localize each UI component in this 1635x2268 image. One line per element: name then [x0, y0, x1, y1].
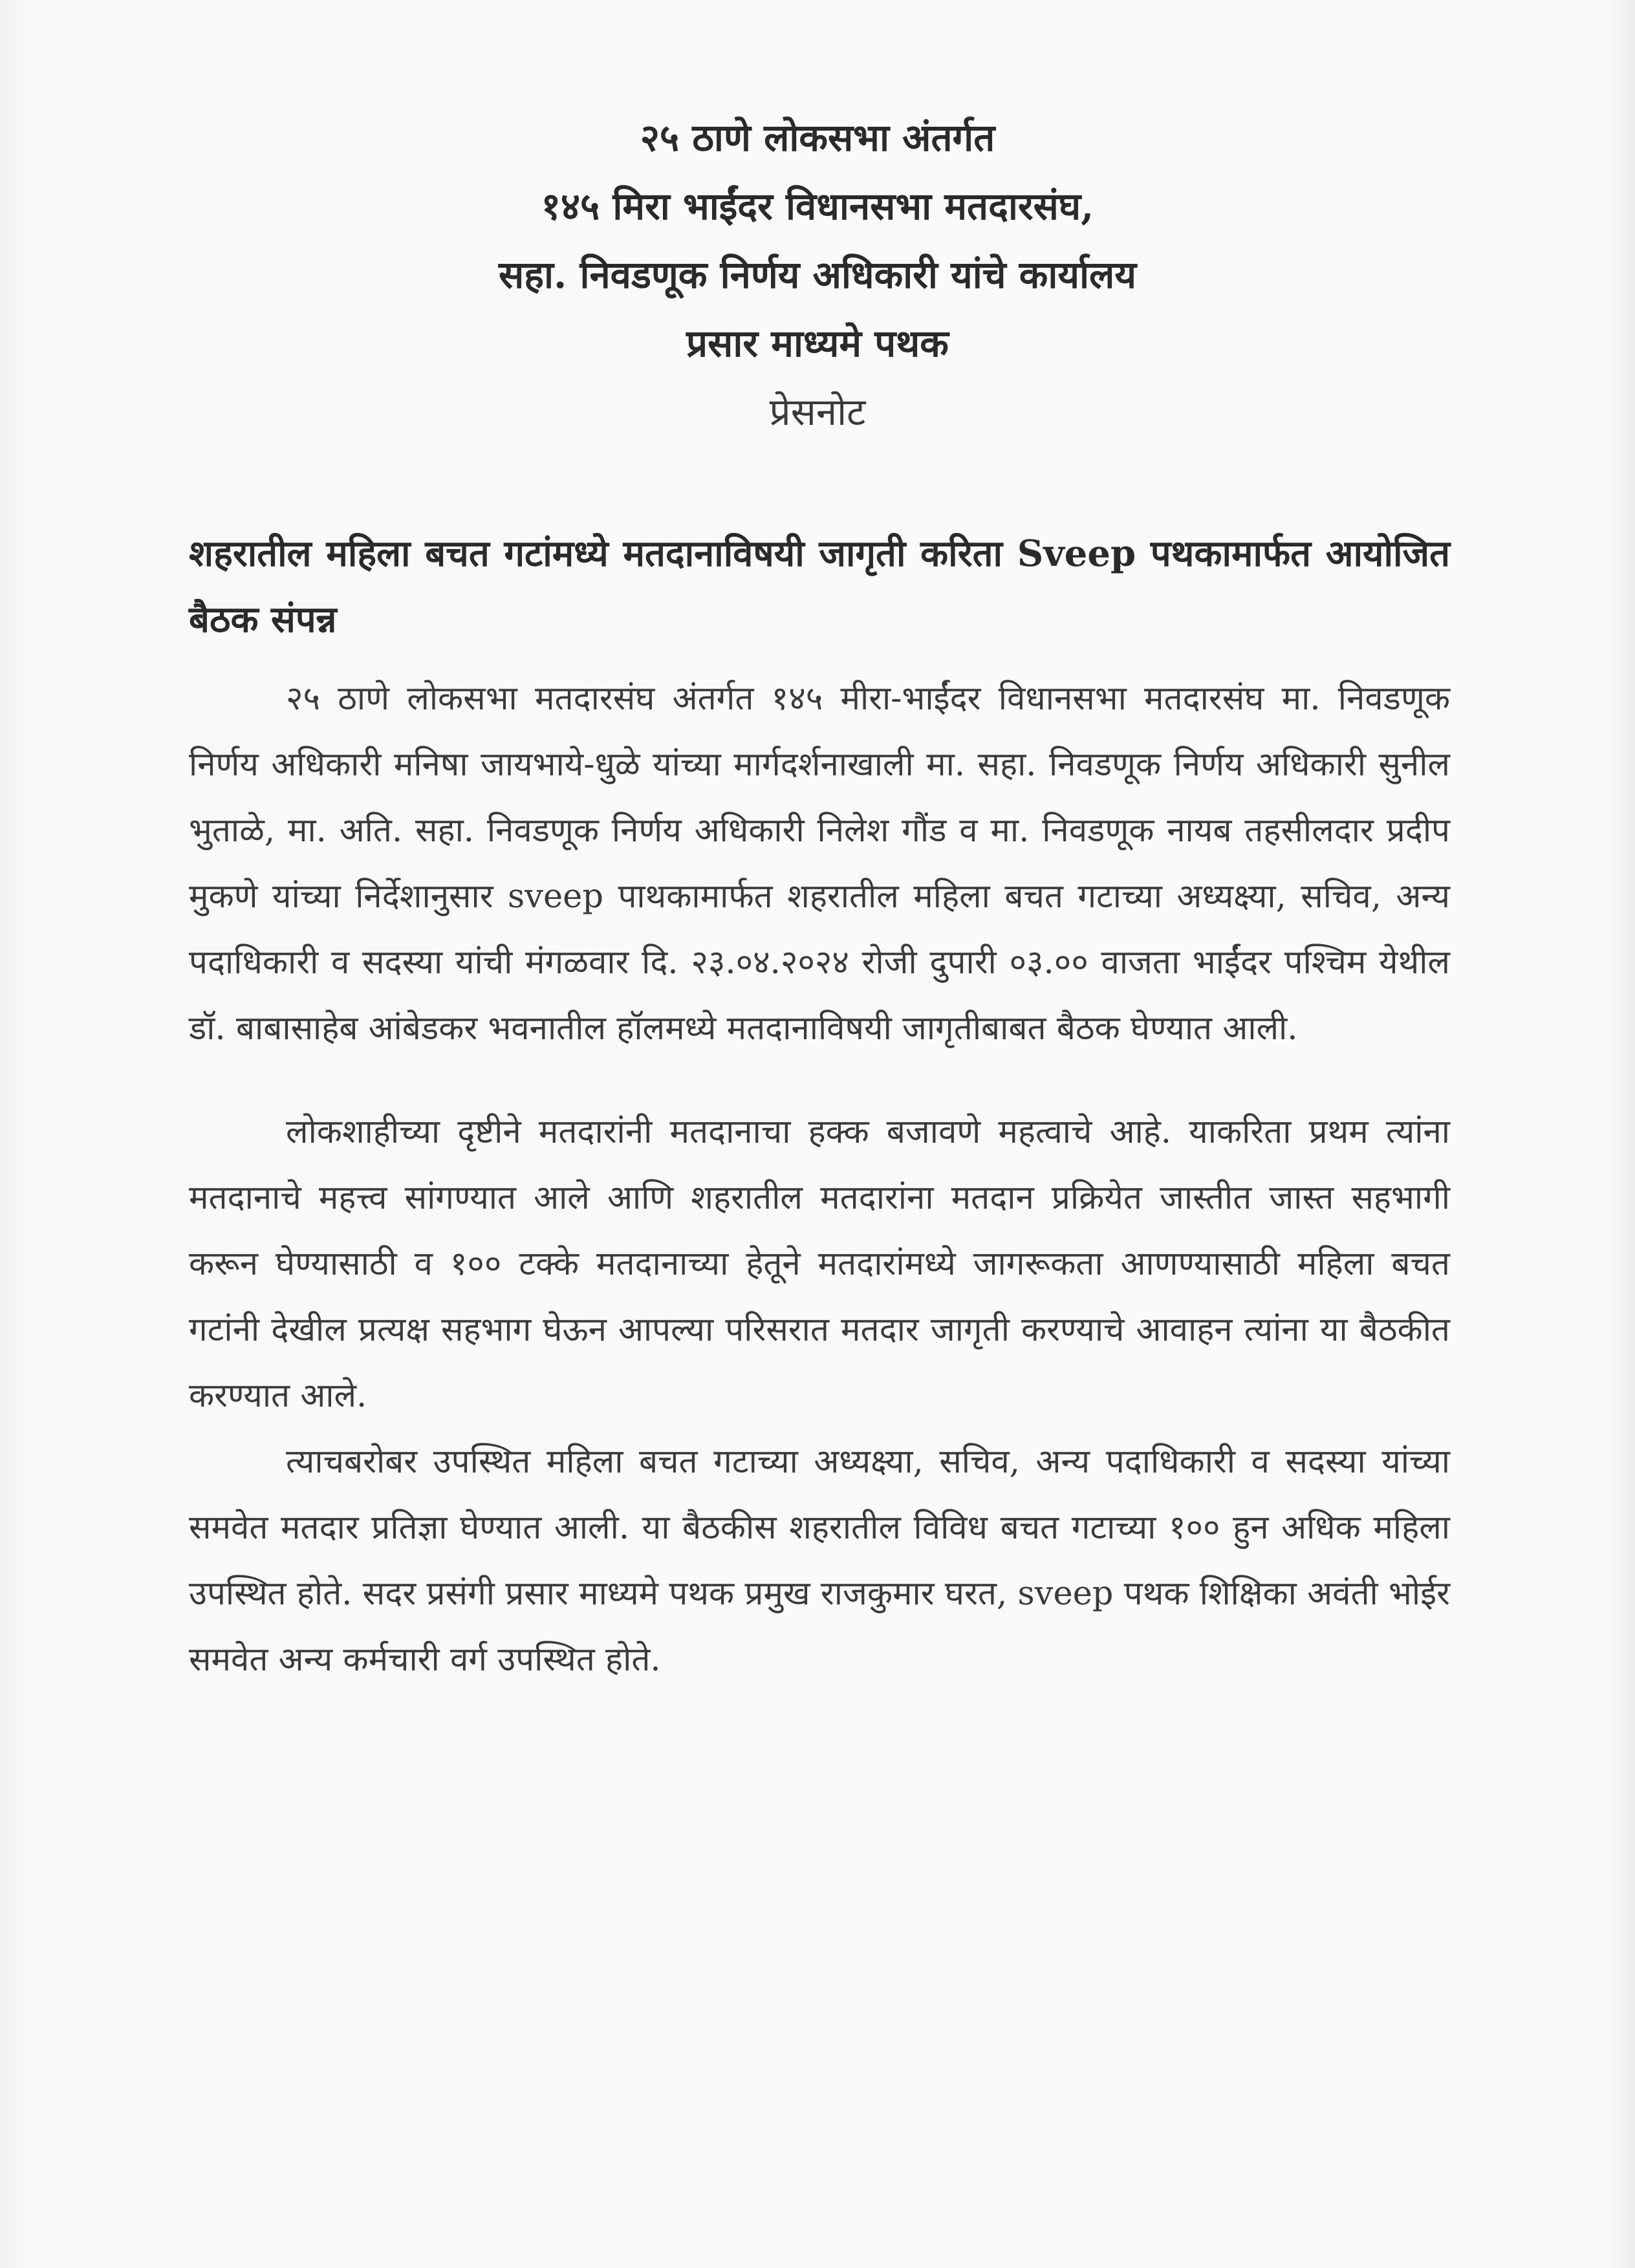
header-line-assembly: १४५ मिरा भाईंदर विधानसभा मतदारसंघ, [541, 184, 1094, 228]
header-line-office: सहा. निवडणूक निर्णय अधिकारी यांचे कार्यालय [499, 253, 1136, 297]
body-paragraph-2: लोकशाहीच्या दृष्टीने मतदारांनी मतदानाचा हक्क बजावणे महत्वाचे आहे. याकरिता प्रथम त्यांना मतदानाचे महत्त्व सांगण्यात आले आणि शहरातील मतदारांना मतदान प्रक्रियेत जास्तीत जास्त सहभागी करून घेण्यासाठी व १०० टक्के मतदानाच्या हेतूने मतदारांमध्ये जागरूकता आणण्यासाठी महिला बचत गटांनी देखील प्रत्यक्ष सहभाग घेऊन आपल्या परिसरात मतदार जागृती करण्याचे आवाहन त्यांना या बैठकीत करण्यात आले. [189, 1113, 1450, 1415]
header-line-press-note: प्रेसनोट [769, 390, 866, 434]
body-paragraph-1: २५ ठाणे लोकसभा मतदारसंघ अंतर्गत १४५ मीरा-भाईंदर विधानसभा मतदारसंघ मा. निवडणूक निर्णय अधिकारी मनिषा जायभाये-धुळे यांच्या मार्गदर्शनाखाली मा. सहा. निवडणूक निर्णय अधिकारी सुनील भुताळे, मा. अति. सहा. निवडणूक निर्णय अधिकारी निलेश गौंड व मा. निवडणूक नायब तहसीलदार प्रदीप मुकणे यांच्या निर्देशानुसार sveep पाथकामार्फत शहरातील महिला बचत गटाच्या अध्यक्ष्या, सचिव, अन्य पदाधिकारी व सदस्या यांची मंगळवार दि. २३.०४.२०२४ रोजी दुपारी ०३.०० वाजता भाईंदर पश्चिम येथील डॉ. बाबासाहेब आंबेडकर भवनातील हॉलमध्ये मतदानाविषयी जागृतीबाबत बैठक घेण्यात आली. [189, 680, 1450, 1048]
header-line-constituency: २५ ठाणे लोकसभा अंतर्गत [640, 116, 995, 160]
body-paragraph-3: त्याचबरोबर उपस्थित महिला बचत गटाच्या अध्यक्ष्या, सचिव, अन्य पदाधिकारी व सदस्या यांच्या समवेत मतदार प्रतिज्ञा घेण्यात आली. या बैठकीस शहरातील विविध बचत गटाच्या १०० हुन अधिक महिला उपस्थित होते. सदर प्रसंगी प्रसार माध्यमे पथक प्रमुख राजकुमार घरत, sveep पथक शिक्षिका अवंती भोईर समवेत अन्य कर्मचारी वर्ग उपस्थित होते. [189, 1443, 1451, 1679]
header-line-media-unit: प्रसार माध्यमे पथक [686, 321, 949, 365]
subject-heading: शहरातील महिला बचत गटांमध्ये मतदानाविषयी जागृती करिता Sveep पथकामार्फत आयोजित बैठक संपन्न [189, 532, 1450, 641]
letterhead [0, 103, 1635, 446]
